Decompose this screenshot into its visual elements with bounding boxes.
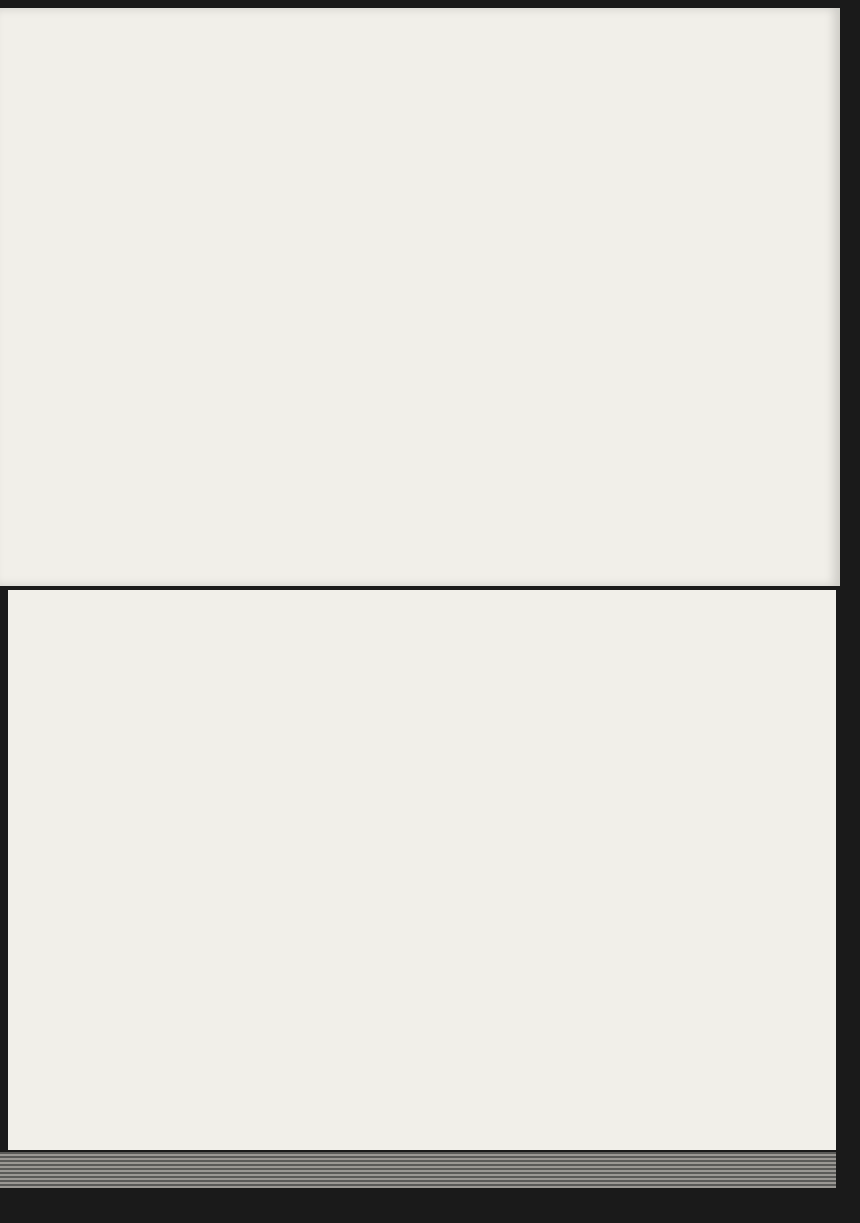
upper-page bbox=[0, 8, 840, 586]
book-page-edges bbox=[0, 1152, 836, 1188]
lower-page bbox=[8, 590, 836, 1150]
